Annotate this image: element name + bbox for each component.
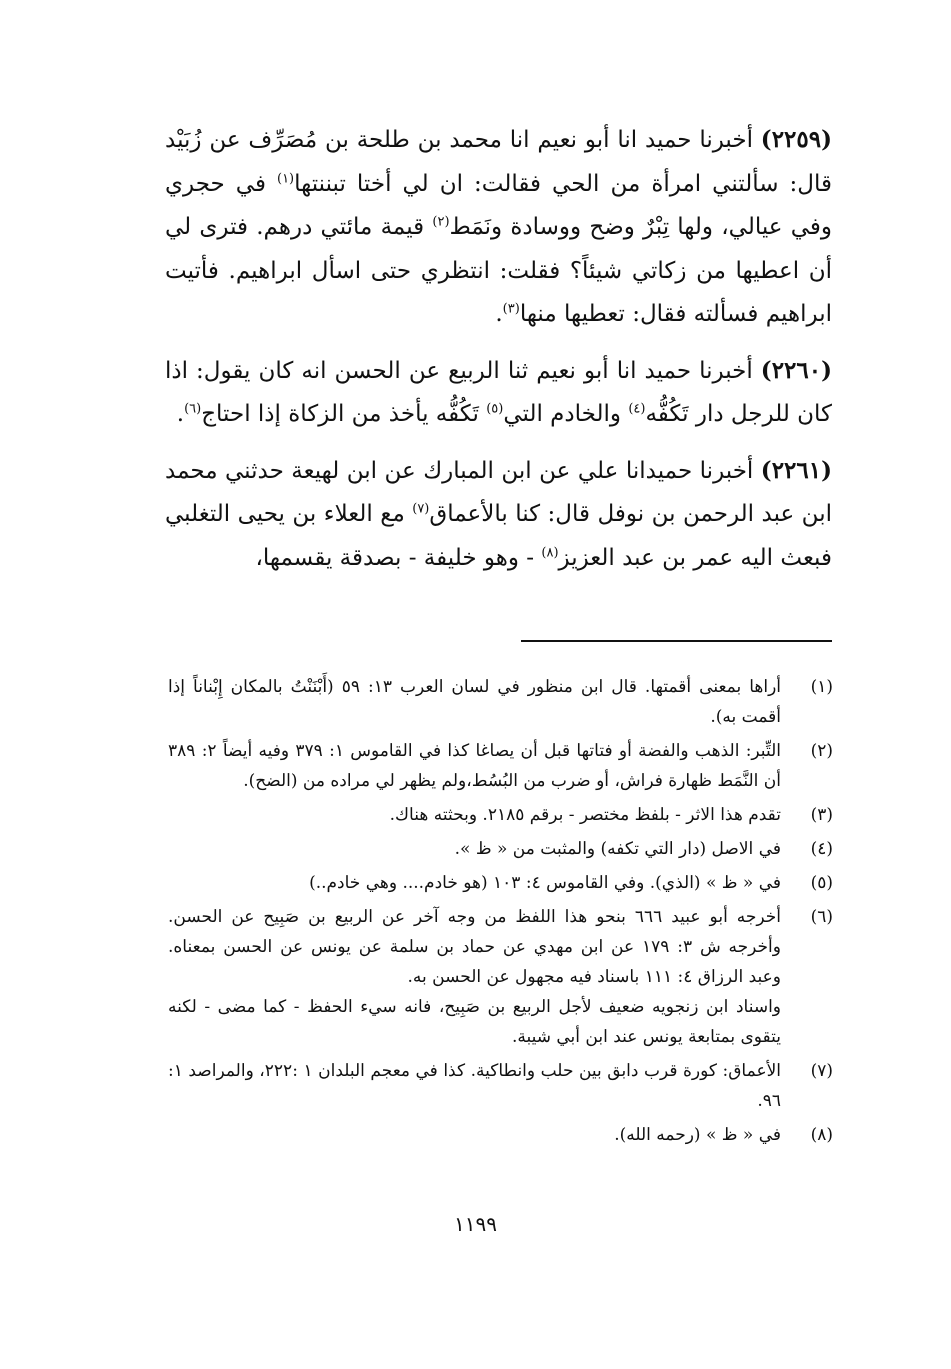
footnote-number: (٣) [810,805,833,825]
footnote-text [168,1056,781,1116]
paragraph-text: . [495,301,503,327]
footnote-marker: (١) [276,170,295,186]
paragraph-text: والخادم التي [503,401,629,427]
hadith-paragraph [165,449,832,581]
paragraph-text: - وهو خليفة - بصدقة يقسمها، [255,544,542,571]
footnote-marker: (٣) [502,301,520,317]
footnote-line: تقدم هذا الاثر - بلفظ مختصر - برقم ٢١٨٥. وبحثته هناك. [389,805,781,825]
paragraph-text: في حجري وفي عيالي، ولها تِبْرٌ وضح ووسادة ونَمَط [165,170,832,240]
footnote-marker: (٧) [412,501,430,517]
footnote-number: (٤) [810,839,833,859]
footnote-text [168,800,781,830]
hadith-number: (٢٢٦٠) [760,356,832,384]
paragraph-text: أخبرنا حميد انا أبو نعيم ثنا الربيع عن الحسن انه كان يقول: اذا كان للرجل دار تَكُفُّه [165,357,832,427]
footnote [168,800,833,830]
footnote [168,672,833,732]
footnote-number: (٥) [810,873,833,893]
footnote-line: في « ظ » (الذي). وفي القاموس ٤: ١٠٣ (هو خادم.... وهي خادم..) [309,873,781,893]
footnote-line: أراها بمعنى أقمتها. قال ابن منظور في لسان العرب ١٣: ٥٩ (أَبْنَنْتُ بالمكان إِبْناناً إذا أقمت به). [168,677,781,727]
hadith-paragraph [165,349,832,437]
footnote-number: (١) [810,677,833,697]
footnote-line: أخرجه أبو عبيد ٦٦٦ بنحو هذا اللفظ من وجه آخر عن الربيع بن صَبِيح عن الحسن. وأخرجه ش ٣: ١٧٩ عن ابن مهدي عن حماد بن سلمة عن يونس عن الحسن بمعناه. وعبد الرزاق ٤: ١١١ باسناد فيه مجهول عن الحسن به. [168,907,782,987]
page-number: ١١٩٩ [454,1212,497,1236]
paragraph-text: . [176,401,185,427]
footnote-number: (٨) [810,1125,833,1145]
footnote-text [168,736,781,796]
main-text [165,118,832,592]
footnote-marker: (٥) [486,401,504,417]
footnote [168,834,833,864]
paragraph-text: قيمة مائتي درهم. فترى لي أن اعطيها من زكاتي شيئاً؟ فقلت: انتظري حتى اسأل ابراهيم. فأتيت ابراهيم فسألته فقال: تعطيها منها [165,214,832,327]
footnote-line: التِّبر: الذهب والفضة أو فتاتها قبل أن يصاغا كذا في القاموس ١: ٣٧٩ وفيه أيضاً ٢: ٣٨٩ أن النَّمَط ظهارة فراش، أو ضرب من البُسُط،ولم يظهر لي مراده من (الضح). [168,741,781,791]
footnote-line: في « ظ » (رحمه الله). [614,1125,781,1145]
footnote-line: الأعماق: كورة قرب دابق بين حلب وانطاكية. كذا في معجم البلدان ١ :٢٢٢، والمراصد ١: ٩٦. [168,1061,782,1111]
footnote-separator [521,640,832,642]
footnote-marker: (٨) [541,544,559,560]
hadith-number: (٢٢٦١) [760,456,832,484]
hadith-number: (٢٢٥٩) [760,126,832,153]
footnote-text [168,902,781,1052]
footnote-line: واسناد ابن زنجويه ضعيف لأجل الربيع بن صَبِيح، فانه سيء الحفظ - كما مضى - لكنه يتقوى بمتابعة يونس عند ابن أبي شيبة. [168,997,781,1047]
footnote [168,902,833,1052]
footnote-marker: (٤) [628,401,646,417]
paragraph-text: مع العلاء بن يحيى التغلبي فبعث اليه عمر بن عبد العزيز [165,501,832,571]
paragraph-text: أخبرنا حميدانا علي عن ابن المبارك عن ابن لهيعة حدثني محمد ابن عبد الرحمن بن نوفل قال: كنا بالأعماق [165,457,832,527]
footnote-marker: (٢) [432,214,450,230]
footnote-number: (٢) [810,741,833,761]
footnote-text [168,834,781,864]
footnote-number: (٦) [810,907,833,927]
footnote [168,868,833,898]
footnote-text [168,868,781,898]
footnote-number: (٧) [810,1061,833,1081]
footnote [168,1056,833,1116]
footnote [168,736,833,796]
footnote-line: في الاصل (دار التي تكفه) والمثبت من « ظ ». [454,839,781,859]
footnote [168,1120,833,1150]
footnote-marker: (٦) [184,401,202,417]
paragraph-text: تَكُفُّه يأخذ من الزكاة إذا احتاج [201,401,487,427]
footnote-text [168,672,781,732]
footnotes [168,672,833,1154]
footnote-text [168,1120,781,1150]
hadith-paragraph [165,118,832,337]
paragraph-text: أخبرنا حميد انا أبو نعيم انا محمد بن طلحة بن مُصَرِّف عن زُبَيْد قال: سألتني امرأة من الحي فقالت: ان لي أختا تبننتها [165,127,833,197]
